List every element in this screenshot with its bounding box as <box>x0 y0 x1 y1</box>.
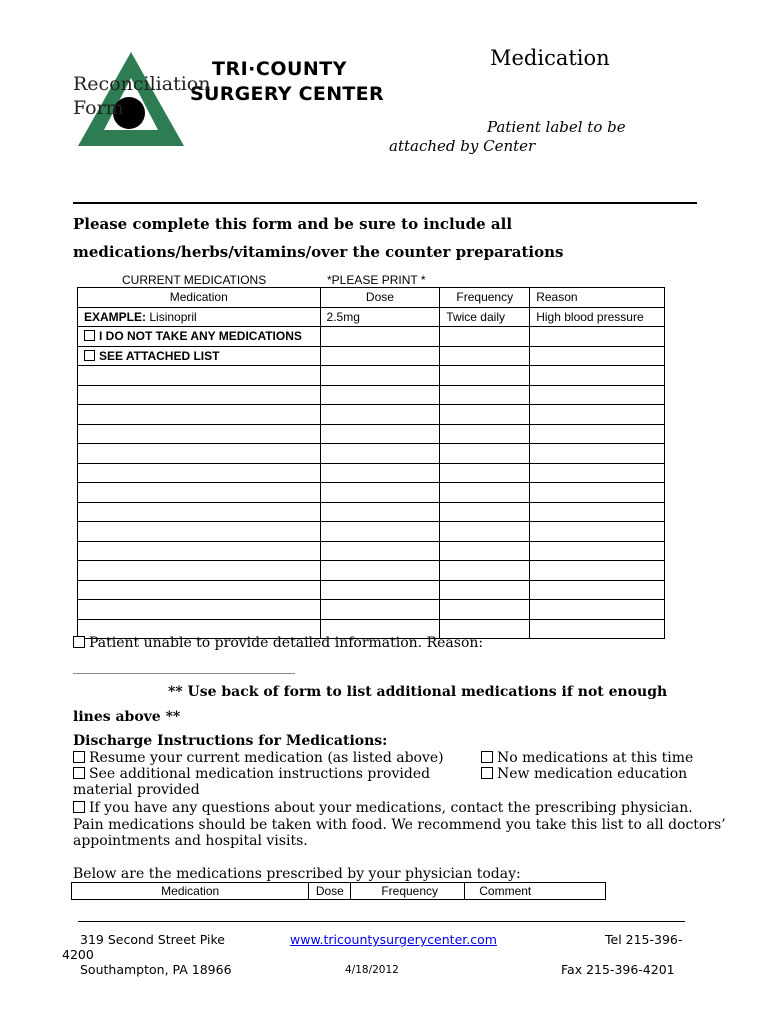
example-medication-cell <box>78 307 321 327</box>
unable-line <box>73 635 483 651</box>
table-cell[interactable] <box>530 619 665 639</box>
no-meds-text: No medications at this time <box>497 750 694 766</box>
table-cell[interactable] <box>78 600 321 620</box>
table-cell[interactable] <box>440 346 530 366</box>
table-cell[interactable] <box>78 366 321 386</box>
table-cell[interactable] <box>530 463 665 483</box>
table-cell[interactable] <box>530 502 665 522</box>
discharge-material: material provided <box>73 782 200 798</box>
option-row-attached <box>78 346 665 366</box>
table-cell[interactable] <box>78 463 321 483</box>
table-cell[interactable] <box>320 580 440 600</box>
table-cell[interactable] <box>440 483 530 503</box>
prescribed-medications-table <box>71 882 606 900</box>
table-cell[interactable] <box>78 385 321 405</box>
table-row <box>78 444 665 464</box>
table-cell[interactable] <box>440 385 530 405</box>
table-cell[interactable] <box>530 385 665 405</box>
table-cell[interactable] <box>320 346 440 366</box>
table-row <box>78 366 665 386</box>
table-cell[interactable] <box>440 561 530 581</box>
table-cell[interactable] <box>78 483 321 503</box>
table-row <box>78 522 665 542</box>
table-cell[interactable] <box>78 561 321 581</box>
patient-label-line1: Patient label to be <box>487 118 626 136</box>
example-row <box>78 307 665 327</box>
title-reconciliation: Reconciliation <box>73 73 211 95</box>
option-no-meds-cell[interactable] <box>78 327 321 347</box>
discharge-heading: Discharge Instructions for Medications: <box>73 733 388 749</box>
unable-reason-blank[interactable]: _________________________________________ <box>73 660 295 674</box>
caption-please-print: *PLEASE PRINT * <box>327 273 426 287</box>
discharge-no-meds <box>481 750 693 766</box>
checkbox-attached-list[interactable] <box>84 350 95 361</box>
checkbox-questions[interactable] <box>73 801 85 813</box>
example-reason: High blood pressure <box>530 307 665 327</box>
discharge-pain-line2: appointments and hospital visits. <box>73 833 308 849</box>
checkbox-see-additional[interactable] <box>73 767 85 779</box>
table-row <box>78 600 665 620</box>
prescribed-col-medication: Medication <box>72 883 309 900</box>
table-cell[interactable] <box>320 405 440 425</box>
discharge-new-education <box>481 766 687 782</box>
prescribed-col-comment: Comment <box>465 883 606 900</box>
option-attached-cell[interactable] <box>78 346 321 366</box>
table-cell[interactable] <box>320 424 440 444</box>
unable-text: Patient unable to provide detailed information. Reason: <box>89 635 484 651</box>
footer-date: 4/18/2012 <box>345 964 399 976</box>
col-dose: Dose <box>320 288 440 308</box>
table-row <box>78 463 665 483</box>
table-cell[interactable] <box>530 483 665 503</box>
logo-name-line1: TRI·COUNTY <box>212 58 348 80</box>
back-note-line2: lines above ** <box>73 709 181 725</box>
header-divider <box>73 202 697 204</box>
table-cell[interactable] <box>320 502 440 522</box>
example-medication: Lisinopril <box>149 309 197 324</box>
checkbox-new-education[interactable] <box>481 767 493 779</box>
table-cell[interactable] <box>78 580 321 600</box>
table-cell[interactable] <box>320 600 440 620</box>
footer-tel: Tel 215-396- <box>605 932 683 947</box>
table-cell[interactable] <box>440 366 530 386</box>
table-cell[interactable] <box>530 561 665 581</box>
table-cell[interactable] <box>78 444 321 464</box>
title-medication: Medication <box>490 46 610 70</box>
intro-line1: Please complete this form and be sure to include all <box>73 215 513 233</box>
table-row <box>78 405 665 425</box>
discharge-pain-line1: Pain medications should be taken with food. We recommend you take this list to all doctors’ <box>73 817 726 833</box>
table-cell[interactable] <box>440 580 530 600</box>
footer-address-wrap: 4200 <box>62 947 94 962</box>
footer-address2: Southampton, PA 18966 <box>80 962 232 977</box>
current-medications-table <box>77 287 665 639</box>
table-row <box>78 580 665 600</box>
discharge-resume <box>73 750 444 766</box>
table-row <box>78 541 665 561</box>
table-cell[interactable] <box>320 522 440 542</box>
caption-current-medications: CURRENT MEDICATIONS <box>122 273 267 287</box>
footer-divider <box>78 921 685 922</box>
checkbox-resume[interactable] <box>73 751 85 763</box>
checkbox-no-medications[interactable] <box>481 751 493 763</box>
table-cell[interactable] <box>440 405 530 425</box>
table-cell[interactable] <box>530 424 665 444</box>
col-medication: Medication <box>78 288 321 308</box>
questions-text: If you have any questions about your medications, contact the prescribing physician. <box>89 800 693 816</box>
back-note-line1: ** Use back of form to list additional medications if not enough <box>168 684 668 700</box>
table-cell[interactable] <box>440 522 530 542</box>
table-cell[interactable] <box>440 502 530 522</box>
table-cell[interactable] <box>530 327 665 347</box>
table-cell[interactable] <box>320 366 440 386</box>
table-cell[interactable] <box>78 502 321 522</box>
table-cell[interactable] <box>530 405 665 425</box>
table-row <box>78 502 665 522</box>
prescribed-header-row <box>72 883 606 900</box>
resume-text: Resume your current medication (as listed above) <box>89 750 444 766</box>
table-header-row <box>78 288 665 308</box>
table-cell[interactable] <box>530 541 665 561</box>
table-row <box>78 424 665 444</box>
footer-address1: 319 Second Street Pike <box>80 932 225 947</box>
option-attached-label: SEE ATTACHED LIST <box>99 348 220 363</box>
discharge-questions <box>73 800 693 816</box>
table-cell[interactable] <box>320 385 440 405</box>
intro-line2: medications/herbs/vitamins/over the counter preparations <box>73 243 564 261</box>
table-cell[interactable] <box>440 327 530 347</box>
new-education-text: New medication education <box>497 766 688 782</box>
table-cell[interactable] <box>440 424 530 444</box>
example-frequency: Twice daily <box>440 307 530 327</box>
table-cell[interactable] <box>530 600 665 620</box>
patient-label-line2: attached by Center <box>389 137 536 155</box>
table-cell[interactable] <box>440 541 530 561</box>
table-cell[interactable] <box>320 444 440 464</box>
discharge-see-additional <box>73 766 430 782</box>
table-cell[interactable] <box>530 346 665 366</box>
example-label: EXAMPLE: <box>84 309 147 324</box>
table-cell[interactable] <box>440 444 530 464</box>
table-cell[interactable] <box>440 463 530 483</box>
table-cell[interactable] <box>78 522 321 542</box>
table-cell[interactable] <box>78 541 321 561</box>
table-cell[interactable] <box>78 405 321 425</box>
example-dose: 2.5mg <box>320 307 440 327</box>
table-cell[interactable] <box>320 483 440 503</box>
col-frequency: Frequency <box>440 288 530 308</box>
table-cell[interactable] <box>440 600 530 620</box>
col-reason: Reason <box>530 288 665 308</box>
table-cell[interactable] <box>530 444 665 464</box>
prescribed-col-frequency: Frequency <box>351 883 465 900</box>
logo-name-line2: SURGERY CENTER <box>190 83 384 105</box>
discharge-below: Below are the medications prescribed by your physician today: <box>73 866 521 882</box>
table-cell[interactable] <box>320 463 440 483</box>
table-row <box>78 385 665 405</box>
checkbox-unable[interactable] <box>73 636 85 648</box>
option-no-meds-label: I DO NOT TAKE ANY MEDICATIONS <box>99 329 302 344</box>
table-cell[interactable] <box>78 424 321 444</box>
table-cell[interactable] <box>530 366 665 386</box>
table-row <box>78 561 665 581</box>
see-additional-text: See additional medication instructions provided <box>89 766 431 782</box>
title-form: Form <box>73 97 124 119</box>
option-row-no-meds <box>78 327 665 347</box>
footer-website-link[interactable]: www.tricountysurgerycenter.com <box>290 932 497 947</box>
table-cell[interactable] <box>320 327 440 347</box>
table-cell[interactable] <box>530 580 665 600</box>
table-cell[interactable] <box>320 561 440 581</box>
prescribed-col-dose: Dose <box>309 883 351 900</box>
checkbox-no-meds[interactable] <box>84 330 95 341</box>
table-row <box>78 483 665 503</box>
table-cell[interactable] <box>530 522 665 542</box>
footer-fax: Fax 215-396-4201 <box>561 962 675 977</box>
table-cell[interactable] <box>320 541 440 561</box>
